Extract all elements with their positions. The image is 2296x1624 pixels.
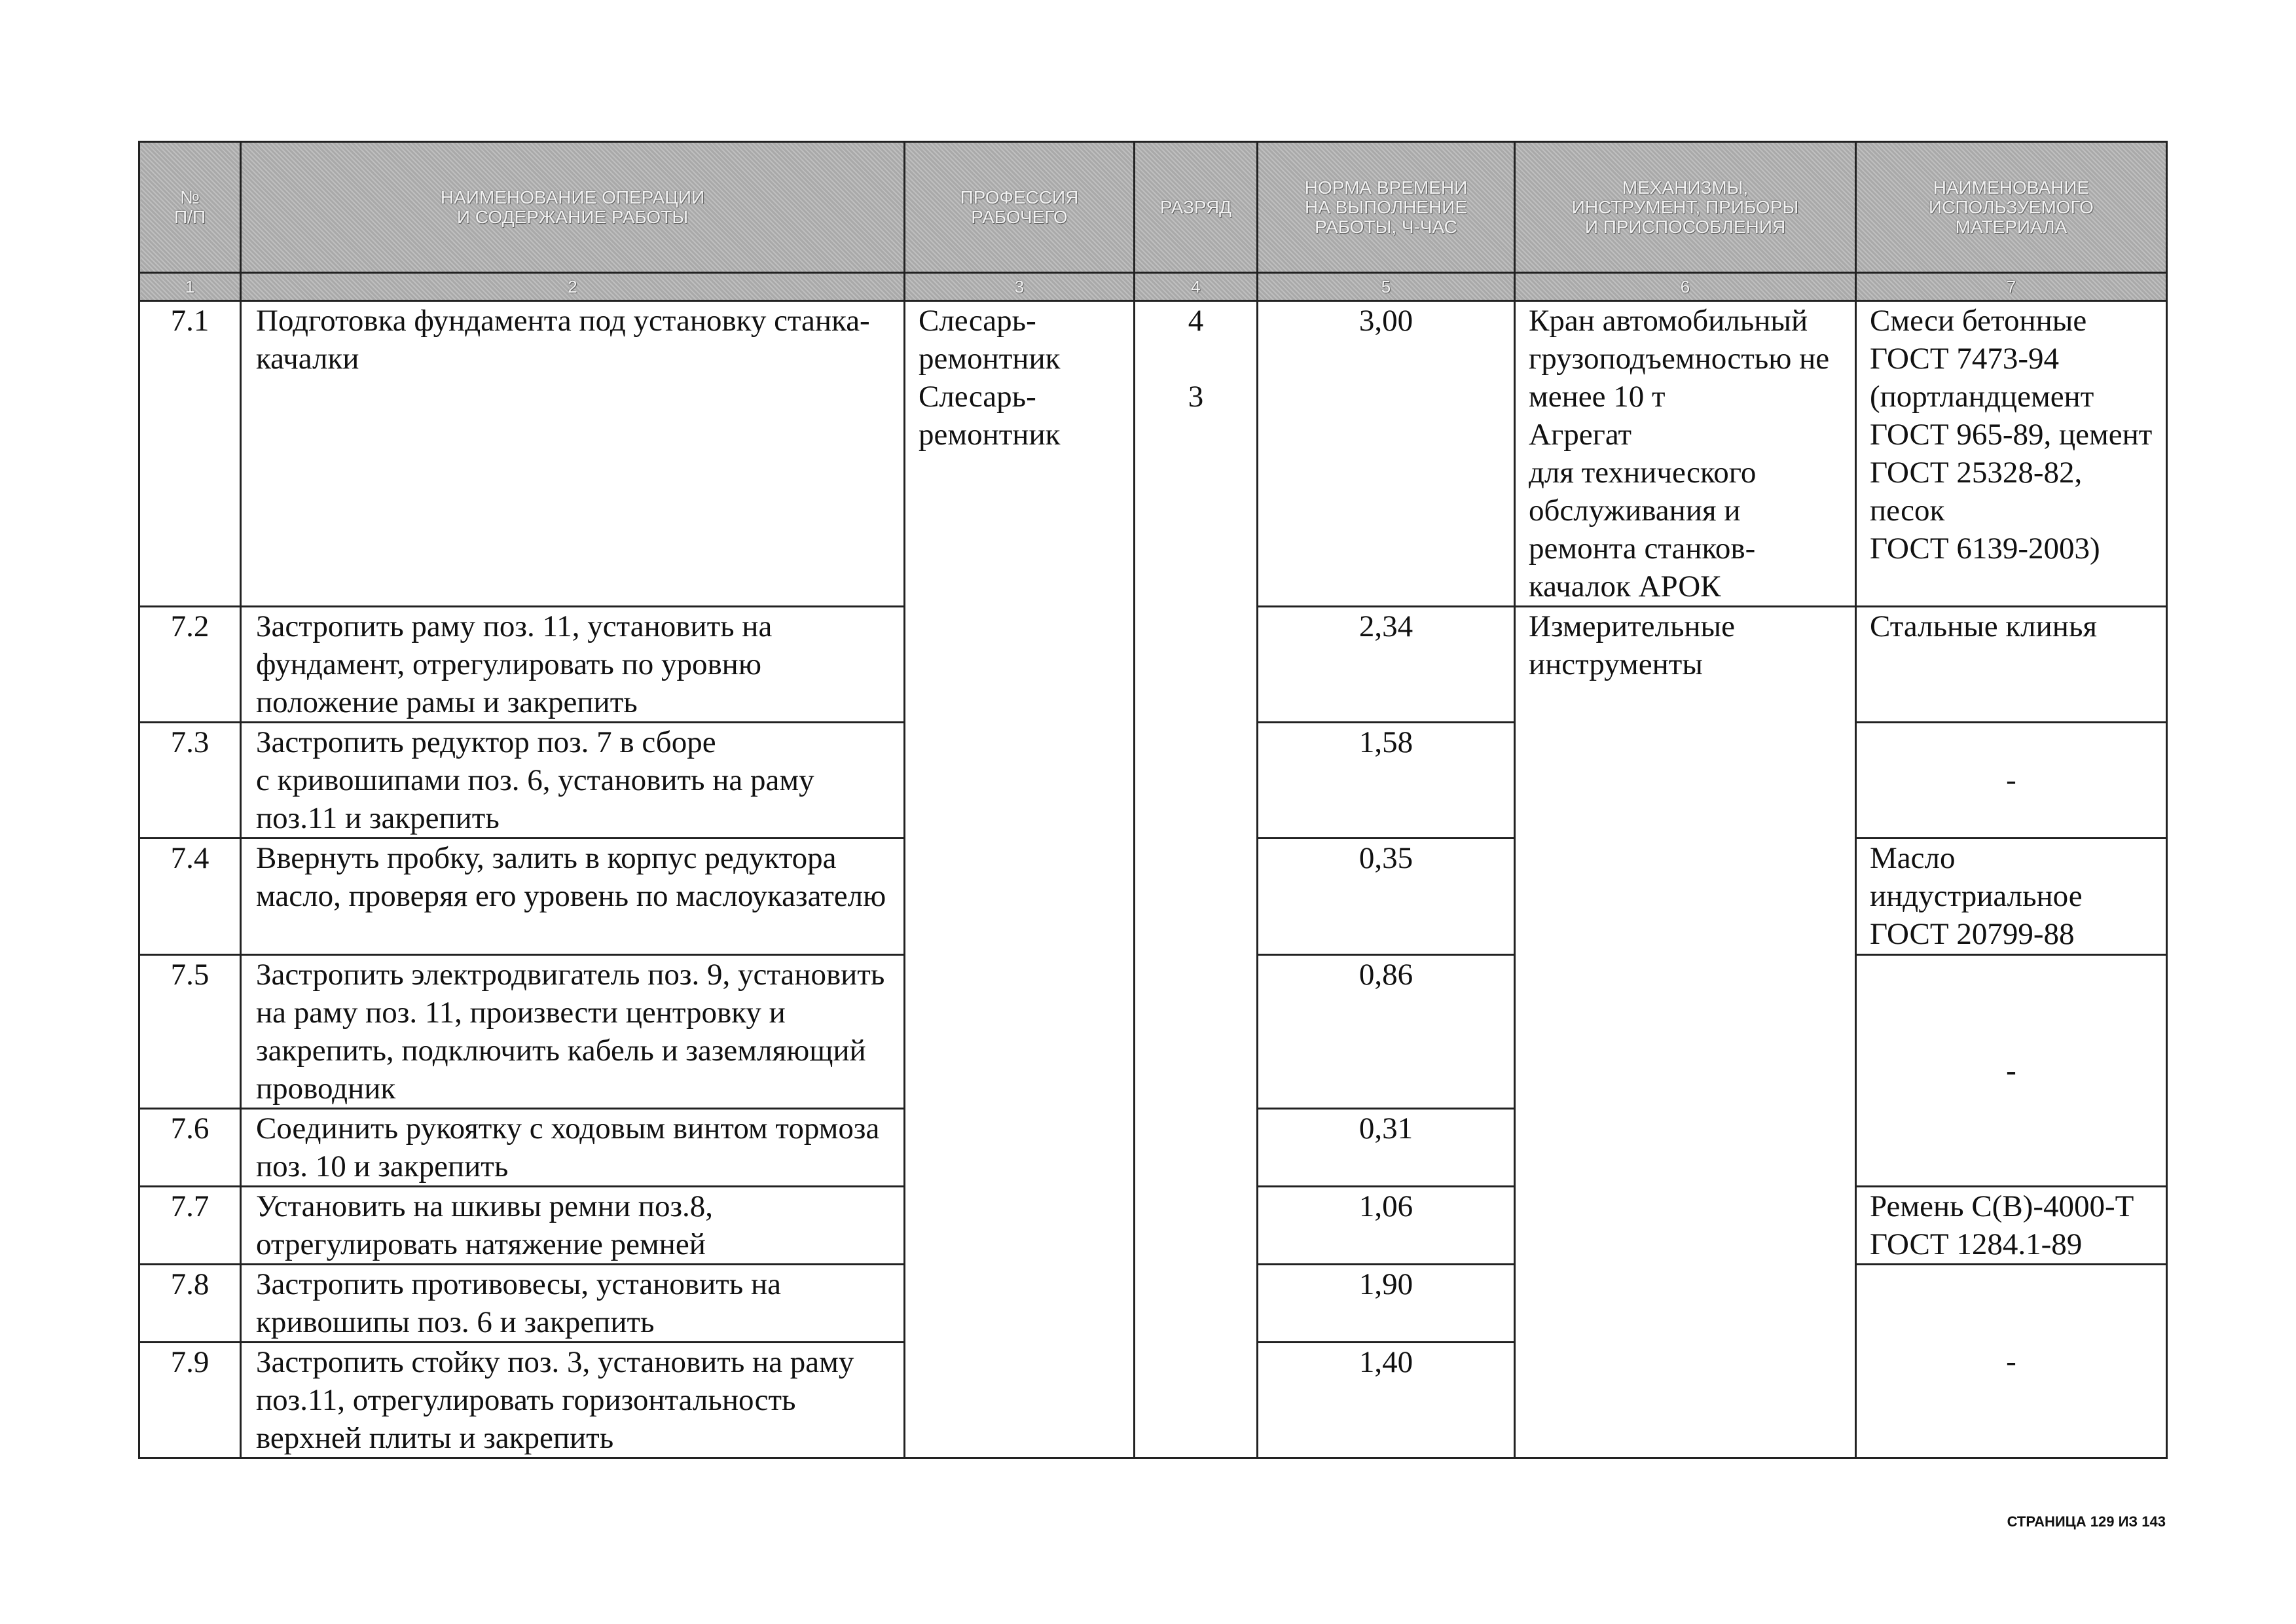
column-number: 2 [241, 273, 905, 301]
operations-table [138, 141, 2168, 1459]
page-number: СТРАНИЦА 129 ИЗ 143 [2007, 1513, 2166, 1530]
operation-text: Застропить противовесы, установить на кривошипы поз. 6 и закрепить [241, 1265, 905, 1343]
row-number: 7.5 [139, 955, 241, 1109]
row-number: 7.1 [139, 301, 241, 607]
row-number: 7.3 [139, 723, 241, 839]
time-norm: 1,90 [1258, 1265, 1515, 1343]
time-norm: 1,58 [1258, 723, 1515, 839]
time-norm: 3,00 [1258, 301, 1515, 607]
time-norm: 0,35 [1258, 839, 1515, 955]
operation-text: Ввернуть пробку, залить в корпус редуктора масло, проверяя его уровень по маслоуказателю [241, 839, 905, 955]
table-row [139, 301, 2167, 607]
header-row [139, 142, 2167, 273]
time-norm: 1,06 [1258, 1187, 1515, 1265]
profession-cell: Слесарь- ремонтник Слесарь- ремонтник [905, 301, 1135, 1458]
header-col-materials: НАИМЕНОВАНИЕ ИСПОЛЬЗУЕМОГО МАТЕРИАЛА [1856, 142, 2167, 273]
time-norm: 2,34 [1258, 607, 1515, 723]
operation-text: Установить на шкивы ремни поз.8, отрегулировать натяжение ремней [241, 1187, 905, 1265]
materials-cell: Стальные клинья [1856, 607, 2167, 723]
row-number: 7.9 [139, 1343, 241, 1458]
grade-cell: 4 3 [1135, 301, 1258, 1458]
column-number: 1 [139, 273, 241, 301]
column-number: 5 [1258, 273, 1515, 301]
operation-text: Застропить электродвигатель поз. 9, установить на раму поз. 11, произвести центровку и закрепить, подключить кабель и заземляющий проводник [241, 955, 905, 1109]
header-col-grade: РАЗРЯД [1135, 142, 1258, 273]
header-col-mechanisms: МЕХАНИЗМЫ, ИНСТРУМЕНТ, ПРИБОРЫ И ПРИСПОСОБЛЕНИЯ [1515, 142, 1856, 273]
row-number: 7.4 [139, 839, 241, 955]
column-number: 6 [1515, 273, 1856, 301]
materials-cell: - [1856, 723, 2167, 839]
row-number: 7.6 [139, 1109, 241, 1187]
operation-text: Подготовка фундамента под установку станка-качалки [241, 301, 905, 607]
column-number: 7 [1856, 273, 2167, 301]
header-col-time-norm: НОРМА ВРЕМЕНИ НА ВЫПОЛНЕНИЕ РАБОТЫ, Ч-ЧАС [1258, 142, 1515, 273]
materials-cell: Масло индустриальное ГОСТ 20799-88 [1856, 839, 2167, 955]
time-norm: 0,31 [1258, 1109, 1515, 1187]
column-number: 4 [1135, 273, 1258, 301]
mechanisms-cell: Измерительные инструменты [1515, 607, 1856, 1458]
operation-text: Застропить стойку поз. 3, установить на раму поз.11, отрегулировать горизонтальность верхней плиты и закрепить [241, 1343, 905, 1458]
row-number: 7.2 [139, 607, 241, 723]
materials-cell: Ремень С(В)-4000-Т ГОСТ 1284.1-89 [1856, 1187, 2167, 1265]
mechanisms-cell: Кран автомобильный грузоподъемностью не менее 10 т Агрегат для технического обслуживания и ремонта станков-качалок АРОК [1515, 301, 1856, 607]
row-number: 7.7 [139, 1187, 241, 1265]
materials-cell: - [1856, 1265, 2167, 1458]
operation-text: Соединить рукоятку с ходовым винтом тормоза поз. 10 и закрепить [241, 1109, 905, 1187]
column-number-row [139, 273, 2167, 301]
time-norm: 0,86 [1258, 955, 1515, 1109]
header-col-profession: ПРОФЕССИЯ РАБОЧЕГО [905, 142, 1135, 273]
row-number: 7.8 [139, 1265, 241, 1343]
operation-text: Застропить раму поз. 11, установить на фундамент, отрегулировать по уровню положение рамы и закрепить [241, 607, 905, 723]
time-norm: 1,40 [1258, 1343, 1515, 1458]
materials-cell: - [1856, 955, 2167, 1187]
header-col-number: № П/П [139, 142, 241, 273]
column-number: 3 [905, 273, 1135, 301]
header-col-operation: НАИМЕНОВАНИЕ ОПЕРАЦИИ И СОДЕРЖАНИЕ РАБОТЫ [241, 142, 905, 273]
materials-cell: Смеси бетонные ГОСТ 7473-94 (портландцемент ГОСТ 965-89, цемент ГОСТ 25328-82, песок ГОСТ 6139-2003) [1856, 301, 2167, 607]
operation-text: Застропить редуктор поз. 7 в сборе с кривошипами поз. 6, установить на раму поз.11 и закрепить [241, 723, 905, 839]
